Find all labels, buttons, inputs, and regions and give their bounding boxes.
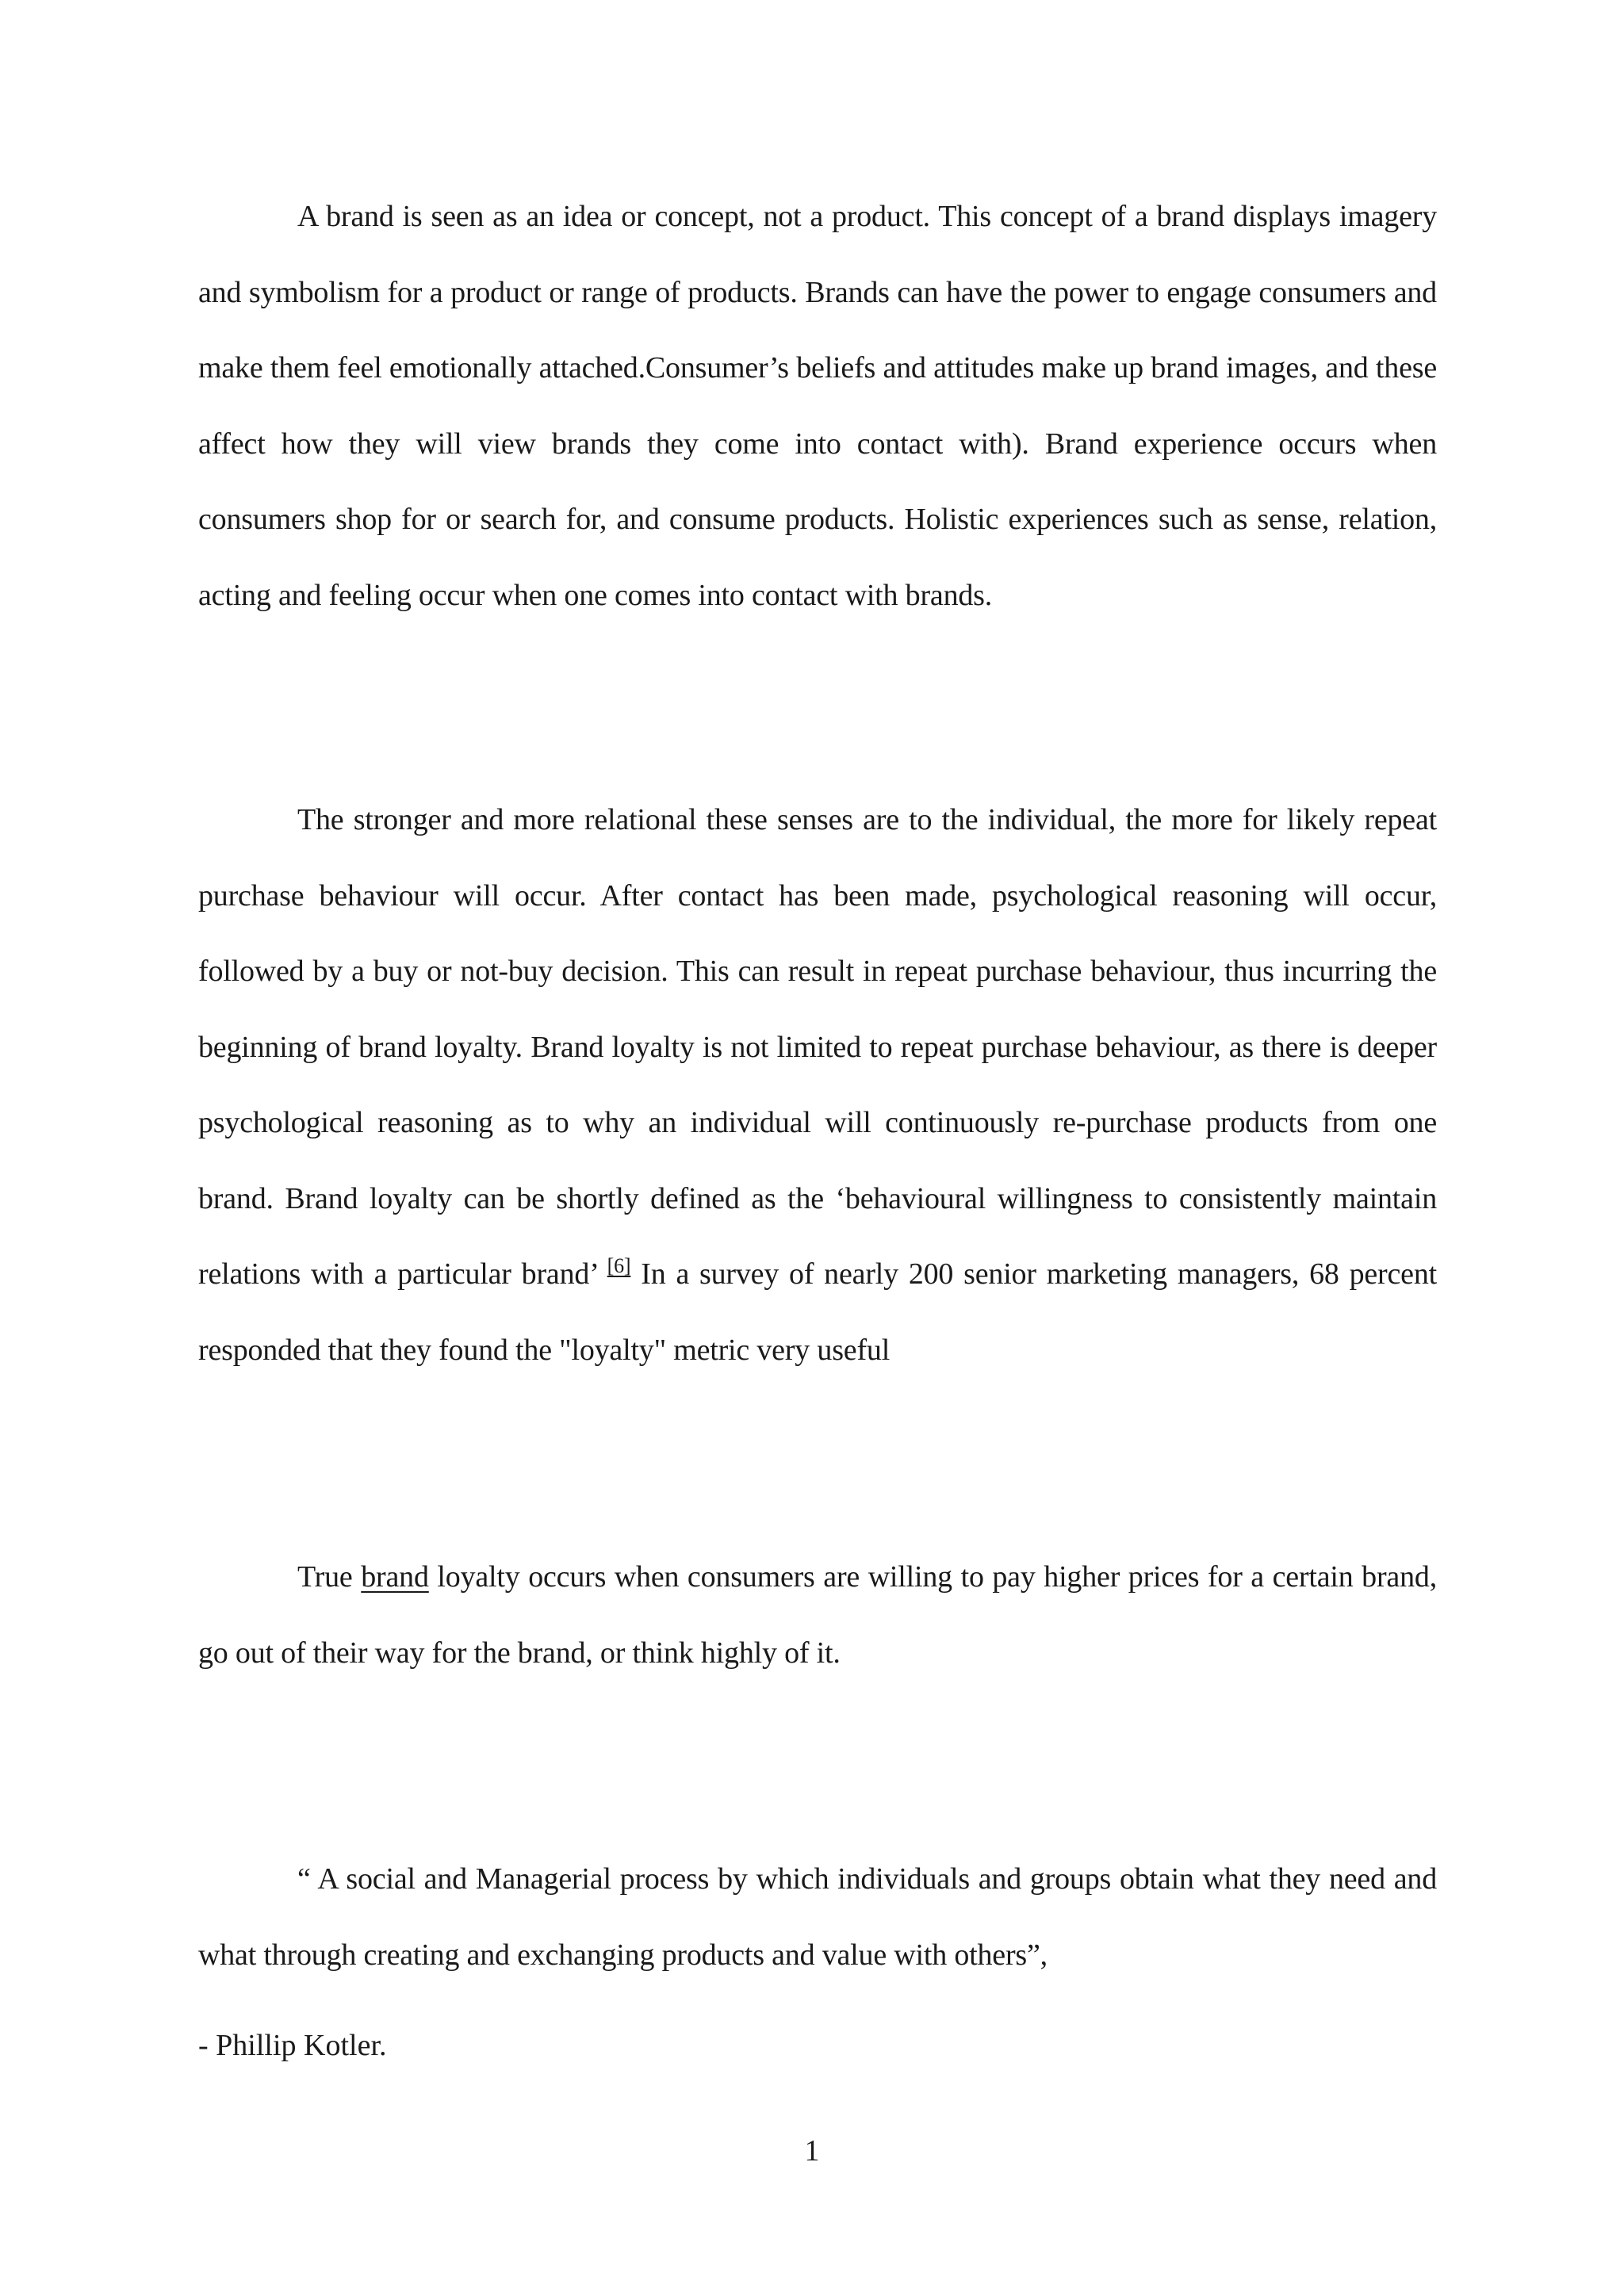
quote-paragraph	[198, 1842, 1437, 1993]
paragraph-text-continued: In a survey of nearly 200 senior marketing managers, 68 percent responded that they found the "loyalty" metric very useful	[198, 1257, 1437, 1367]
paragraph-brand-concept	[198, 179, 1437, 633]
page-number: 1	[804, 2134, 820, 2168]
paragraph-true-brand-loyalty	[198, 1540, 1437, 1691]
paragraph-text-start: True	[297, 1560, 353, 1594]
quote-attribution: - Phillip Kotler.	[198, 2029, 387, 2062]
citation-link[interactable]: [6]	[607, 1254, 631, 1277]
paragraph-brand-loyalty	[198, 783, 1437, 1388]
paragraph-text-end: loyalty occurs when consumers are willing to pay higher prices for a certain brand, go out of their way for the brand, or think highly of it.	[198, 1560, 1437, 1670]
quote-text: “ A social and Managerial process by which individuals and groups obtain what they need and what through creating and exchanging products and value with others”,	[198, 1862, 1437, 1972]
paragraph-text: The stronger and more relational these senses are to the individual, the more for likely repeat purchase behaviour will occur. After contact has been made, psychological reasoning will occur, followed by a buy or not-buy decision. This can result in repeat purchase behaviour, thus incurring the beginning of brand loyalty. Brand loyalty is not limited to repeat purchase behaviour, as there is deeper psychological reasoning as to why an individual will continuously re-purchase products from one brand. Brand loyalty can be shortly defined as the ‘behavioural willingness to consistently maintain relations with a particular brand’	[198, 803, 1437, 1291]
brand-link[interactable]: brand	[361, 1560, 429, 1594]
paragraph-text: A brand is seen as an idea or concept, not a product. This concept of a brand displays imagery and symbolism for a product or range of products. Brands can have the power to engage consumers and make them feel emotionally attached.Consumer’s beliefs and attitudes make up brand images, and these affect how they will view brands they come into contact with). Brand experience occurs when consumers shop for or search for, and consume products. Holistic experiences such as sense, relation, acting and feeling occur when one comes into contact with brands.	[198, 200, 1437, 612]
